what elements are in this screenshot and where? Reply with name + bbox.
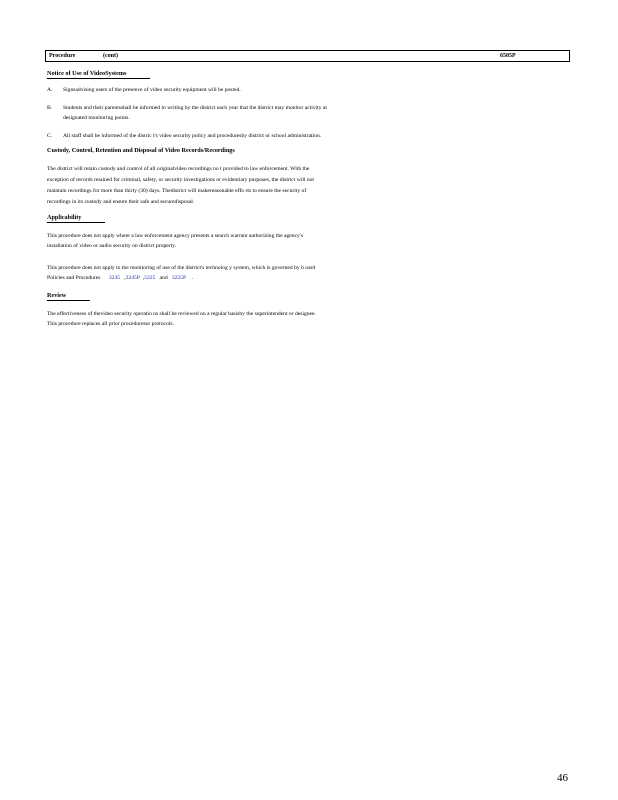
policies-procedures-label: Policies and Procedures <box>47 275 101 281</box>
page-number: 46 <box>557 772 568 784</box>
procedure-label: Procedure <box>49 53 76 59</box>
applicability-para1-line2: installation of video or audio security on district property. <box>47 243 177 249</box>
notice-item-a-text: Signsadvising users of the presence of video security equipment will be posted. <box>63 87 241 93</box>
notice-item-b-text-line2: designated monitoring points. <box>63 115 130 121</box>
link-separator-comma: , <box>142 275 145 281</box>
notice-item-a-marker: A. <box>47 87 53 93</box>
custody-line-3: maintain recordings for more than thirty (30) days. Thedistrict will makereasonable effo rts to ensure the security of <box>47 188 307 194</box>
notice-item-c-marker: C. <box>47 133 53 139</box>
policy-link-3225p[interactable]: 3225P <box>171 275 187 281</box>
review-line-1: The effectiveness of thevideo security operatio ns shall be reviewed on a regular basisby the superintendent or designee. <box>47 311 316 317</box>
cont-label: (cont) <box>103 53 118 59</box>
link-separator-comma: , <box>124 275 126 281</box>
custody-line-2: exception of records retained for criminal, safety, or security investigations or evidentiary purposes, the district will not <box>47 177 314 183</box>
review-heading: Review <box>47 292 90 301</box>
link-end-period: . <box>191 275 194 281</box>
procedure-code: 6505P <box>500 53 516 59</box>
custody-line-4: recordings in its custody and ensure their safe and securedisposal. <box>47 199 195 205</box>
applicability-para2-line1: This procedure does not apply to the monitoring of use of the district's technolog y system, which is governed by b oard <box>47 265 316 271</box>
custody-line-1: The district will retain custody and control of all originalvideo recordings no t provided to law enforcement. With the <box>47 166 310 172</box>
notice-item-b-text-line1: Students and their parentsshall be informed in writing by the district each year that the district may monitor activity at <box>63 105 327 111</box>
applicability-heading: Applicability <box>47 214 105 223</box>
applicability-para1-line1: This procedure does not apply where a law enforcement agency presents a search warrant authorizing the agency's <box>47 233 304 239</box>
policy-link-3245p[interactable]: 3245P <box>125 275 140 281</box>
link-separator-and: and <box>159 275 168 281</box>
procedure-header-box <box>45 50 570 62</box>
policy-link-3245[interactable]: 3245 <box>108 275 121 281</box>
notice-item-b-marker: B. <box>47 105 53 111</box>
custody-heading: Custody, Control, Retention and Disposal of Video Records/Recordings <box>47 147 235 154</box>
notice-heading: Notice of Use of VideoSystems <box>47 70 150 79</box>
notice-item-c-text: All staff shall be informed of the distric t's video security policy and proceduresby district or school administration. <box>63 133 322 139</box>
review-line-2: This procedure replaces all prior proceduresor protocols. <box>47 321 174 327</box>
applicability-para2-line2 <box>47 274 193 282</box>
policy-link-5225[interactable]: 5225 <box>144 275 156 281</box>
